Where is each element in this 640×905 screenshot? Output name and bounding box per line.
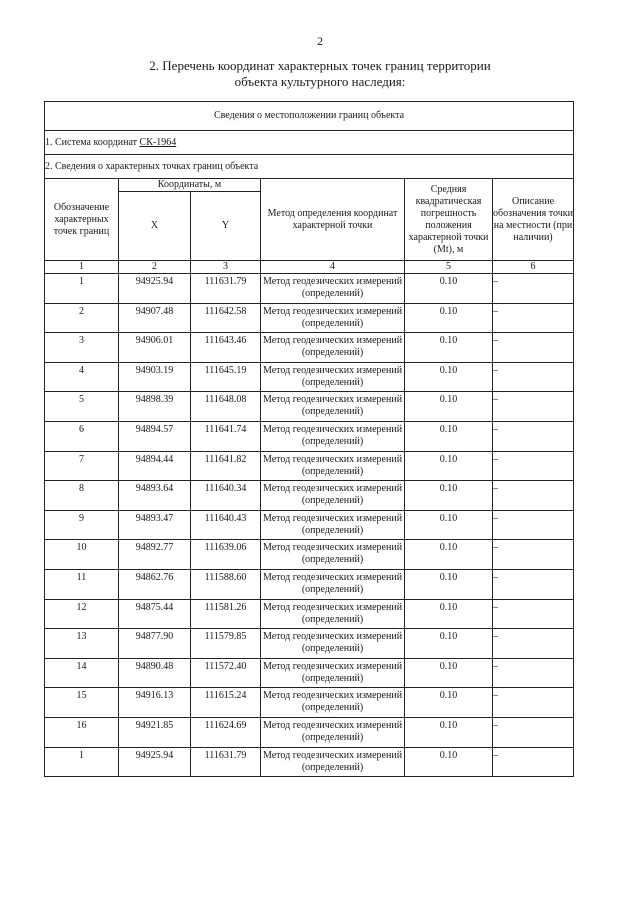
- cell-x: 94877.90: [119, 629, 191, 659]
- cell-description: –: [493, 688, 574, 718]
- cell-description: –: [493, 481, 574, 511]
- cell-point: 8: [45, 481, 119, 511]
- cell-y: 111640.34: [191, 481, 261, 511]
- cell-point: 15: [45, 688, 119, 718]
- col-header-description: Описание обозначения точки на местности (при наличии): [493, 179, 574, 261]
- cell-y: 111588.60: [191, 569, 261, 599]
- cell-error: 0.10: [405, 599, 493, 629]
- cell-error: 0.10: [405, 717, 493, 747]
- cell-point: 13: [45, 629, 119, 659]
- cell-y: 111631.79: [191, 274, 261, 304]
- cell-method: Метод геодезических измерений (определений): [261, 658, 405, 688]
- cell-x: 94862.76: [119, 569, 191, 599]
- cell-y: 111641.82: [191, 451, 261, 481]
- cell-description: –: [493, 392, 574, 422]
- cell-point: 9: [45, 510, 119, 540]
- table-row: [45, 510, 574, 540]
- col-header-method: Метод определения координат характерной точки: [261, 179, 405, 261]
- cell-method: Метод геодезических измерений (определений): [261, 274, 405, 304]
- cell-error: 0.10: [405, 569, 493, 599]
- cell-error: 0.10: [405, 688, 493, 718]
- cell-error: 0.10: [405, 333, 493, 363]
- cell-y: 111581.26: [191, 599, 261, 629]
- cell-method: Метод геодезических измерений (определений): [261, 392, 405, 422]
- cell-point: 1: [45, 747, 119, 777]
- table-row: [45, 747, 574, 777]
- cell-y: 111615.24: [191, 688, 261, 718]
- cell-y: 111642.58: [191, 303, 261, 333]
- col-header-x: X: [119, 192, 191, 261]
- cell-description: –: [493, 658, 574, 688]
- cell-point: 16: [45, 717, 119, 747]
- cell-description: –: [493, 421, 574, 451]
- coordinate-system-name: СК-1964: [139, 136, 177, 148]
- cell-method: Метод геодезических измерений (определений): [261, 421, 405, 451]
- col-number: 1: [45, 261, 119, 274]
- document-title: [60, 58, 580, 90]
- cell-y: 111645.19: [191, 362, 261, 392]
- cell-x: 94893.47: [119, 510, 191, 540]
- cell-x: 94893.64: [119, 481, 191, 511]
- cell-description: –: [493, 540, 574, 570]
- points-section-title: 2. Сведения о характерных точках границ объекта: [45, 155, 574, 179]
- cell-y: 111572.40: [191, 658, 261, 688]
- col-number: 3: [191, 261, 261, 274]
- col-number: 4: [261, 261, 405, 274]
- cell-description: –: [493, 333, 574, 363]
- cell-method: Метод геодезических измерений (определений): [261, 540, 405, 570]
- cell-method: Метод геодезических измерений (определений): [261, 510, 405, 540]
- cell-method: Метод геодезических измерений (определений): [261, 688, 405, 718]
- cell-description: –: [493, 629, 574, 659]
- cell-x: 94921.85: [119, 717, 191, 747]
- title-line-1: 2. Перечень координат характерных точек границ территории: [149, 58, 491, 73]
- cell-x: 94898.39: [119, 392, 191, 422]
- cell-description: –: [493, 274, 574, 304]
- table-row: [45, 481, 574, 511]
- page-number: 2: [317, 34, 323, 48]
- cell-x: 94925.94: [119, 274, 191, 304]
- cell-method: Метод геодезических измерений (определений): [261, 362, 405, 392]
- cell-point: 7: [45, 451, 119, 481]
- cell-x: 94907.48: [119, 303, 191, 333]
- cell-point: 1: [45, 274, 119, 304]
- cell-point: 6: [45, 421, 119, 451]
- cell-method: Метод геодезических измерений (определений): [261, 481, 405, 511]
- cell-point: 14: [45, 658, 119, 688]
- table-row: [45, 392, 574, 422]
- cell-x: 94890.48: [119, 658, 191, 688]
- cell-point: 4: [45, 362, 119, 392]
- cell-y: 111624.69: [191, 717, 261, 747]
- col-header-y: Y: [191, 192, 261, 261]
- cell-point: 11: [45, 569, 119, 599]
- cell-method: Метод геодезических измерений (определений): [261, 629, 405, 659]
- cell-point: 5: [45, 392, 119, 422]
- cell-method: Метод геодезических измерений (определений): [261, 747, 405, 777]
- cell-description: –: [493, 569, 574, 599]
- coordinate-system-row: [45, 131, 574, 155]
- table-row: [45, 303, 574, 333]
- col-number: 5: [405, 261, 493, 274]
- table-row: [45, 599, 574, 629]
- cell-error: 0.10: [405, 451, 493, 481]
- col-number: 2: [119, 261, 191, 274]
- cell-x: 94894.44: [119, 451, 191, 481]
- cell-x: 94894.57: [119, 421, 191, 451]
- title-line-2: объекта культурного наследия:: [234, 74, 406, 89]
- cell-method: Метод геодезических измерений (определений): [261, 717, 405, 747]
- cell-description: –: [493, 747, 574, 777]
- cell-method: Метод геодезических измерений (определений): [261, 451, 405, 481]
- cell-y: 111631.79: [191, 747, 261, 777]
- cell-point: 12: [45, 599, 119, 629]
- table-row: [45, 274, 574, 304]
- cell-error: 0.10: [405, 658, 493, 688]
- cell-error: 0.10: [405, 274, 493, 304]
- table-header: Сведения о местоположении границ объекта: [45, 102, 574, 131]
- cell-x: 94903.19: [119, 362, 191, 392]
- cell-x: 94875.44: [119, 599, 191, 629]
- cell-error: 0.10: [405, 303, 493, 333]
- cell-y: 111579.85: [191, 629, 261, 659]
- col-header-error: Средняя квадратическая погрешность положения характерной точки (Mt), м: [405, 179, 493, 261]
- col-header-coordinates: Координаты, м: [119, 179, 261, 192]
- cell-error: 0.10: [405, 392, 493, 422]
- cell-x: 94906.01: [119, 333, 191, 363]
- cell-y: 111648.08: [191, 392, 261, 422]
- cell-description: –: [493, 451, 574, 481]
- cell-method: Метод геодезических измерений (определений): [261, 333, 405, 363]
- table-row: [45, 421, 574, 451]
- cell-x: 94916.13: [119, 688, 191, 718]
- cell-y: 111639.06: [191, 540, 261, 570]
- cell-description: –: [493, 599, 574, 629]
- cell-error: 0.10: [405, 481, 493, 511]
- cell-description: –: [493, 303, 574, 333]
- col-header-point: Обозначение характерных точек границ: [45, 179, 119, 261]
- table-row: [45, 629, 574, 659]
- cell-point: 2: [45, 303, 119, 333]
- cell-y: 111640.43: [191, 510, 261, 540]
- cell-description: –: [493, 362, 574, 392]
- cell-error: 0.10: [405, 540, 493, 570]
- cell-description: –: [493, 510, 574, 540]
- table-row: [45, 362, 574, 392]
- table-row: [45, 717, 574, 747]
- cell-error: 0.10: [405, 747, 493, 777]
- cell-x: 94925.94: [119, 747, 191, 777]
- coordinates-table: [44, 101, 574, 777]
- cell-point: 10: [45, 540, 119, 570]
- table-row: [45, 569, 574, 599]
- cell-y: 111641.74: [191, 421, 261, 451]
- cell-error: 0.10: [405, 629, 493, 659]
- cell-method: Метод геодезических измерений (определений): [261, 303, 405, 333]
- table-row: [45, 688, 574, 718]
- cell-method: Метод геодезических измерений (определений): [261, 569, 405, 599]
- cell-y: 111643.46: [191, 333, 261, 363]
- cell-point: 3: [45, 333, 119, 363]
- coordinate-system-label: 1. Система координат: [45, 136, 140, 148]
- cell-method: Метод геодезических измерений (определений): [261, 599, 405, 629]
- cell-description: –: [493, 717, 574, 747]
- table-row: [45, 658, 574, 688]
- table-row: [45, 333, 574, 363]
- cell-error: 0.10: [405, 362, 493, 392]
- cell-error: 0.10: [405, 421, 493, 451]
- table-row: [45, 451, 574, 481]
- cell-x: 94892.77: [119, 540, 191, 570]
- cell-error: 0.10: [405, 510, 493, 540]
- col-number: 6: [493, 261, 574, 274]
- table-row: [45, 540, 574, 570]
